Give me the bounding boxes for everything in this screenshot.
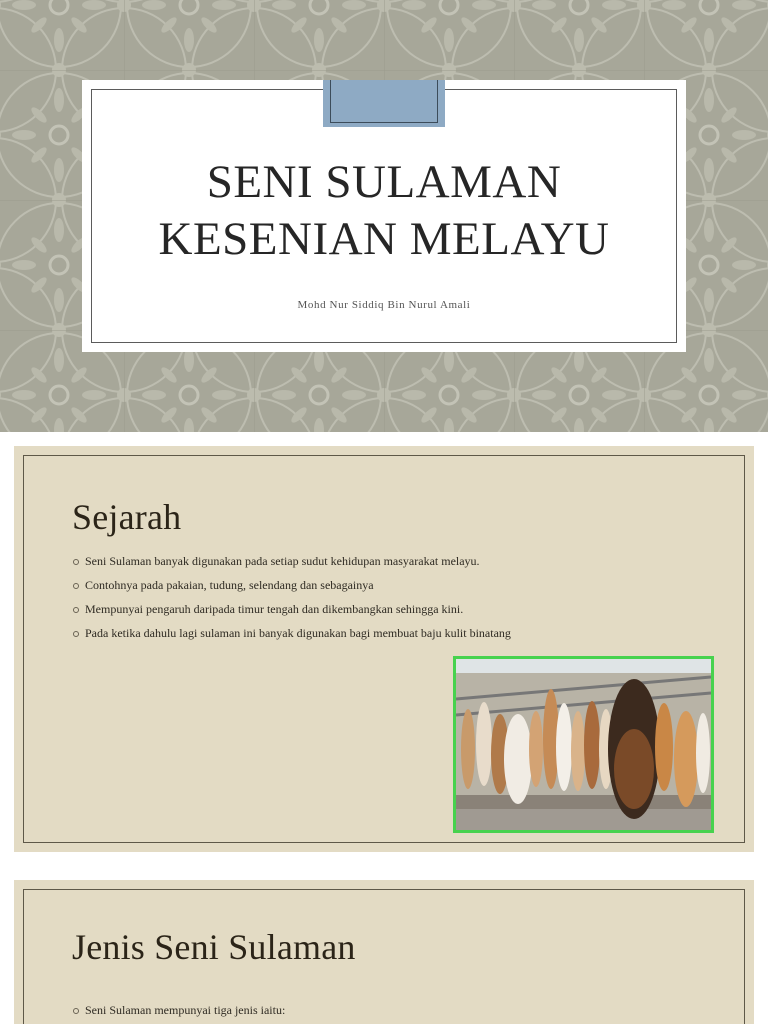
animal-pelts-photo[interactable]: [453, 656, 714, 833]
bullet-list: [72, 998, 285, 1022]
bullet-item: Pada ketika dahulu lagi sulaman ini banyak digunakan bagi membuat baju kulit binatang: [72, 621, 511, 645]
photo-animal-pelts-icon: [456, 659, 711, 830]
bullet-item: Seni Sulaman banyak digunakan pada setiap sudut kehidupan masyarakat melayu.: [72, 549, 511, 573]
title-slide: [0, 0, 768, 432]
bullet-item: Mempunyai pengaruh daripada timur tengah dan dikembangkan sehingga kini.: [72, 597, 511, 621]
presentation-title: [82, 154, 686, 268]
slide-heading: Sejarah: [72, 497, 182, 537]
title-accent-tab: [323, 80, 445, 127]
slide-jenis-seni-sulaman: [14, 880, 754, 1024]
title-line-2: KESENIAN MELAYU: [158, 213, 610, 265]
bullet-item: Seni Sulaman mempunyai tiga jenis iaitu:: [72, 998, 285, 1022]
slide-heading: Jenis Seni Sulaman: [72, 927, 356, 967]
author-subtitle: Mohd Nur Siddiq Bin Nurul Amali: [297, 299, 471, 311]
title-line-1: SENI SULAMAN: [206, 156, 562, 208]
bullet-list: [72, 549, 511, 645]
bullet-item: Contohnya pada pakaian, tudung, selendang dan sebagainya: [72, 573, 511, 597]
slide-sejarah: [14, 446, 754, 852]
title-card: [82, 80, 686, 352]
